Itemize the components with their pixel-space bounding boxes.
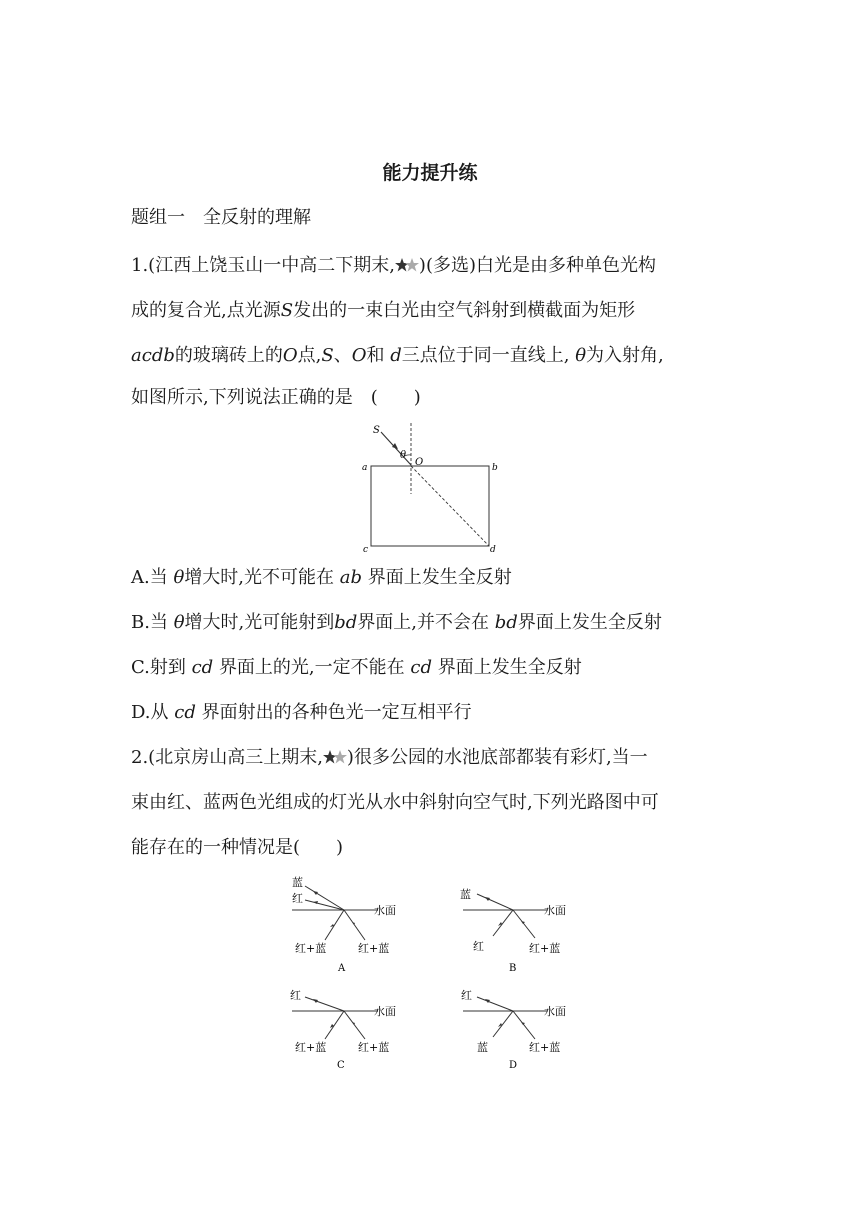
label-s: S — [373, 425, 380, 436]
svg-text:红+蓝: 红+蓝 — [295, 1041, 327, 1054]
label-c: c — [363, 545, 369, 555]
q1-option-b: B.当 θ增大时,光可能射到bd界面上,并不会在 bd界面上发生全反射 — [131, 612, 662, 633]
q2-diagram-c — [280, 985, 405, 1090]
q1-line-3: acdb的玻璃砖上的O点,S、O和 d三点位于同一直线上, θ为入射角, — [131, 345, 664, 366]
q1-option-a: A.当 θ增大时,光不可能在 ab 界面上发生全反射 — [131, 567, 512, 588]
q1-line-1: 1.(江西上饶玉山一中高二下期末, )(多选)白光是由多种单色光构 — [131, 255, 656, 276]
svg-text:水面: 水面 — [374, 904, 396, 917]
svg-text:蓝: 蓝 — [477, 1041, 488, 1054]
svg-text:红+蓝: 红+蓝 — [358, 1041, 390, 1054]
label-d: d — [490, 545, 496, 555]
q1-line-4: 如图所示,下列说法正确的是 ( ) — [131, 387, 421, 408]
svg-text:A: A — [338, 963, 346, 974]
q2-line-1: 2.(北京房山高三上期末, )很多公园的水池底部都装有彩灯,当一 — [131, 747, 648, 768]
svg-text:红+蓝: 红+蓝 — [529, 1041, 561, 1054]
svg-text:B: B — [509, 963, 517, 974]
difficulty-stars-icon — [395, 257, 419, 273]
q2-diagram-d — [455, 985, 580, 1090]
incident-ray — [381, 432, 411, 465]
svg-text:水面: 水面 — [544, 1005, 566, 1018]
q1-option-d: D.从 cd 界面射出的各种色光一定互相平行 — [131, 702, 472, 723]
page-title: 能力提升练 — [382, 162, 478, 184]
label-theta: θ — [400, 450, 407, 461]
glass-brick-rect — [371, 466, 489, 546]
q1-option-c: C.射到 cd 界面上的光,一定不能在 cd 界面上发生全反射 — [131, 657, 582, 678]
label-b: b — [492, 463, 498, 473]
svg-text:D: D — [509, 1060, 518, 1071]
q2-diagram-b — [455, 872, 580, 977]
label-o: O — [415, 457, 424, 468]
label-a: a — [362, 463, 368, 473]
difficulty-stars-icon — [323, 749, 347, 765]
svg-text:C: C — [337, 1060, 345, 1071]
svg-text:蓝: 蓝 — [460, 888, 471, 901]
svg-text:红+蓝: 红+蓝 — [295, 942, 327, 955]
q1-figure-glass-brick — [356, 418, 506, 558]
q2-diagram-a — [280, 872, 405, 977]
svg-text:红: 红 — [292, 892, 303, 905]
svg-text:红: 红 — [290, 989, 301, 1002]
q2-line-2: 束由红、蓝两色光组成的灯光从水中斜射向空气时,下列光路图中可 — [131, 792, 659, 813]
svg-text:红: 红 — [473, 940, 484, 953]
svg-text:水面: 水面 — [374, 1005, 396, 1018]
q2-line-3: 能存在的一种情况是( ) — [131, 837, 344, 858]
svg-text:红: 红 — [461, 989, 472, 1002]
svg-text:红+蓝: 红+蓝 — [529, 942, 561, 955]
svg-text:蓝: 蓝 — [292, 876, 303, 889]
q1-line-2: 成的复合光,点光源S发出的一束白光由空气斜射到横截面为矩形 — [131, 300, 636, 321]
extension-line-od — [411, 466, 489, 546]
svg-text:水面: 水面 — [544, 904, 566, 917]
svg-text:红+蓝: 红+蓝 — [358, 942, 390, 955]
section-heading: 题组一 全反射的理解 — [131, 207, 311, 228]
